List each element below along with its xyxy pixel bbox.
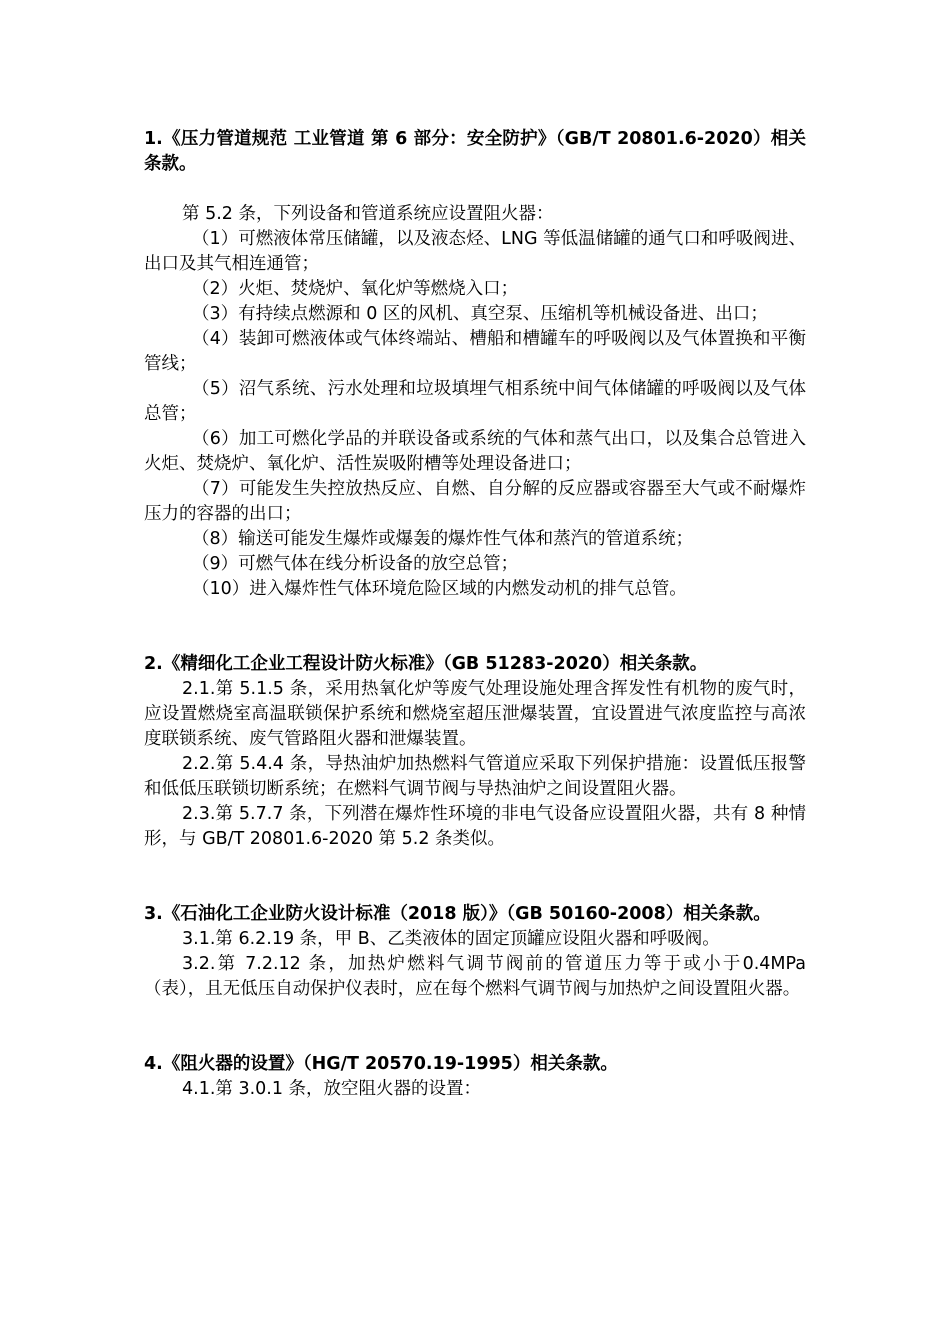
section-2-heading: 2.《精细化工企业工程设计防火标准》（GB 51283-2020）相关条款。 — [144, 654, 708, 674]
clause: 2.3.第 5.7.7 条，下列潜在爆炸性环境的非电气设备应设置阻火器，共有 8 种情形，与 GB/T 20801.6-2020 第 5.2 条类似。 — [144, 804, 806, 849]
list-item: （6）加工可燃化学品的并联设备或系统的气体和蒸气出口，以及集合总管进入火炬、焚烧炉、氧化炉、活性炭吸附槽等处理设备进口； — [144, 429, 806, 474]
list-item: （7）可能发生失控放热反应、自燃、自分解的反应器或容器至大气或不耐爆炸压力的容器的出口； — [144, 479, 806, 524]
section-1-intro: 第 5.2 条，下列设备和管道系统应设置阻火器： — [182, 204, 554, 224]
document-page — [144, 120, 806, 1102]
section-4 — [144, 1052, 806, 1102]
clause: 3.2.第 7.2.12 条，加热炉燃料气调节阀前的管道压力等于或小于0.4MPa（表），且无低压自动保护仪表时，应在每个燃料气调节阀与加热炉之间设置阻火器。 — [144, 954, 806, 999]
list-item: （4）装卸可燃液体或气体终端站、槽船和槽罐车的呼吸阀以及气体置换和平衡管线； — [144, 329, 806, 374]
clause: 2.1.第 5.1.5 条，采用热氧化炉等废气处理设施处理含挥发性有机物的废气时，应设置燃烧室高温联锁保护系统和燃烧室超压泄爆装置，宜设置进气浓度监控与高浓度联锁系统、废气管路阻火器和泄爆装置。 — [144, 679, 806, 749]
list-item: （8）输送可能发生爆炸或爆轰的爆炸性气体和蒸汽的管道系统； — [192, 529, 694, 549]
clause: 2.2.第 5.4.4 条，导热油炉加热燃料气管道应采取下列保护措施：设置低压报警和低低压联锁切断系统；在燃料气调节阀与导热油炉之间设置阻火器。 — [144, 754, 806, 799]
section-4-heading: 4.《阻火器的设置》（HG/T 20570.19-1995）相关条款。 — [144, 1054, 618, 1074]
list-item: （1）可燃液体常压储罐，以及液态烃、LNG 等低温储罐的通气口和呼吸阀进、出口及其气相连通管； — [144, 229, 806, 274]
section-3 — [144, 902, 806, 1002]
list-item: （3）有持续点燃源和 0 区的风机、真空泵、压缩机等机械设备进、出口； — [192, 304, 768, 324]
section-1 — [144, 127, 806, 602]
list-item: （2）火炬、焚烧炉、氧化炉等燃烧入口； — [192, 279, 519, 299]
list-item: （5）沼气系统、污水处理和垃圾填埋气相系统中间气体储罐的呼吸阀以及气体总管； — [144, 379, 806, 424]
clause: 4.1.第 3.0.1 条，放空阻火器的设置： — [182, 1079, 482, 1099]
list-item: （10）进入爆炸性气体环境危险区域的内燃发动机的排气总管。 — [192, 579, 687, 599]
section-3-heading: 3.《石油化工企业防火设计标准（2018 版）》（GB 50160-2008）相关条款。 — [144, 904, 771, 924]
section-2 — [144, 652, 806, 852]
section-1-heading: 1.《压力管道规范 工业管道 第 6 部分：安全防护》（GB/T 20801.6-2020）相关条款。 — [144, 129, 806, 174]
clause: 3.1.第 6.2.19 条，甲 B、乙类液体的固定顶罐应设阻火器和呼吸阀。 — [182, 929, 720, 949]
list-item: （9）可燃气体在线分析设备的放空总管； — [192, 554, 519, 574]
